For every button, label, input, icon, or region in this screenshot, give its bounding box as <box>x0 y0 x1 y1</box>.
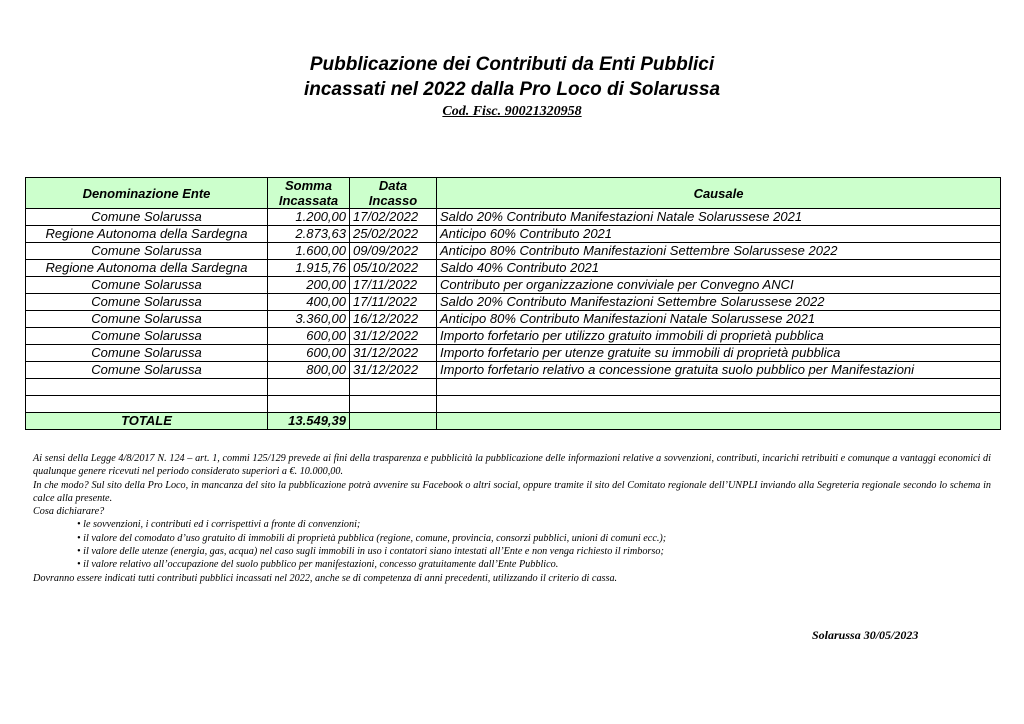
cell-data: 05/10/2022 <box>350 260 437 277</box>
empty-cell <box>350 379 437 396</box>
cell-data: 09/09/2022 <box>350 243 437 260</box>
table-row <box>26 345 1001 362</box>
header-ente: Denominazione Ente <box>26 178 268 209</box>
notes-paragraph: Ai sensi della Legge 4/8/2017 N. 124 – art. 1, commi 125/129 prevede ai fini della trasparenza e pubblicità la pubblicazione delle informazioni relative a sovvenzioni, contributi, incarichi retribuiti e comunque a vantaggi economici di qualunque genere ricevuti nel periodo considerato superiori a €. 10.000,00. <box>33 453 991 478</box>
cell-ente: Comune Solarussa <box>26 243 268 260</box>
signature-place-date: Solarussa 30/05/2023 <box>812 628 919 642</box>
empty-row <box>26 379 1001 396</box>
empty-cell <box>26 396 268 413</box>
cell-causale: Contributo per organizzazione conviviale per Convegno ANCI <box>437 277 1001 294</box>
cell-somma: 800,00 <box>268 362 350 379</box>
page-title-line2: incassati nel 2022 dalla Pro Loco di Solarussa <box>303 79 721 100</box>
notes-paragraph: Dovranno essere indicati tutti contributi pubblici incassati nel 2022, anche se di competenza di anni precedenti, utilizzando il criterio di cassa. <box>33 572 618 584</box>
cell-somma: 600,00 <box>268 345 350 362</box>
cell-ente: Comune Solarussa <box>26 328 268 345</box>
header-somma-line1: Somma <box>285 178 332 193</box>
empty-cell <box>437 396 1001 413</box>
codice-fiscale: Cod. Fisc. 90021320958 <box>442 104 582 119</box>
cell-data: 16/12/2022 <box>350 311 437 328</box>
contributi-table <box>25 177 1001 430</box>
cell-ente: Comune Solarussa <box>26 311 268 328</box>
header-data-line1: Data <box>378 178 408 193</box>
table-row <box>26 260 1001 277</box>
cell-ente: Comune Solarussa <box>26 345 268 362</box>
cell-causale: Importo forfetario per utenze gratuite su immobili di proprietà pubblica <box>437 345 1001 362</box>
notes-bullet-list <box>33 518 991 571</box>
legal-notes <box>33 452 991 585</box>
cell-ente: Regione Autonoma della Sardegna <box>26 260 268 277</box>
table-row <box>26 277 1001 294</box>
table-row <box>26 209 1001 226</box>
total-row <box>26 413 1001 430</box>
cell-somma: 1.200,00 <box>268 209 350 226</box>
table-row <box>26 328 1001 345</box>
cell-causale: Saldo 40% Contributo 2021 <box>437 260 1001 277</box>
cell-somma: 600,00 <box>268 328 350 345</box>
total-value: 13.549,39 <box>268 413 350 430</box>
cell-ente: Comune Solarussa <box>26 209 268 226</box>
header-somma <box>268 178 350 209</box>
total-empty-cell <box>437 413 1001 430</box>
cell-ente: Comune Solarussa <box>26 362 268 379</box>
cell-ente: Regione Autonoma della Sardegna <box>26 226 268 243</box>
cell-ente: Comune Solarussa <box>26 294 268 311</box>
cell-somma: 200,00 <box>268 277 350 294</box>
cell-data: 31/12/2022 <box>350 345 437 362</box>
cell-causale: Saldo 20% Contributo Manifestazioni Natale Solarussese 2021 <box>437 209 1001 226</box>
total-empty-cell <box>350 413 437 430</box>
table-row <box>26 243 1001 260</box>
cell-causale: Saldo 20% Contributo Manifestazioni Settembre Solarussese 2022 <box>437 294 1001 311</box>
header-data <box>350 178 437 209</box>
cell-causale: Anticipo 80% Contributo Manifestazioni Settembre Solarussese 2022 <box>437 243 1001 260</box>
notes-bullet: • il valore relativo all’occupazione del suolo pubblico per manifestazioni, concesso gratuitamente dall’Ente Pubblico. <box>77 558 991 571</box>
notes-paragraph: Cosa dichiarare? <box>33 506 105 518</box>
table-row <box>26 294 1001 311</box>
notes-bullet: • il valore del comodato d’uso gratuito di immobili di proprietà pubblica (regione, comune, provincia, consorzi pubblici, unioni di comuni ecc.); <box>77 532 991 545</box>
empty-cell <box>437 379 1001 396</box>
header-somma-line2: Incassata <box>278 193 339 208</box>
page-title-line1: Pubblicazione dei Contributi da Enti Pubblici <box>309 54 715 75</box>
notes-paragraph: In che modo? Sul sito della Pro Loco, in mancanza del sito la pubblicazione potrà avvenire su Facebook o altri social, oppure tramite il sito del Comitato regionale dell’UNPLI inviando alla Segreteria regionale secondo lo schema in calce alla presente. <box>33 479 991 504</box>
cell-data: 17/11/2022 <box>350 277 437 294</box>
cell-causale: Anticipo 60% Contributo 2021 <box>437 226 1001 243</box>
table-row <box>26 226 1001 243</box>
cell-somma: 1.915,76 <box>268 260 350 277</box>
empty-cell <box>26 379 268 396</box>
empty-cell <box>350 396 437 413</box>
cell-somma: 1.600,00 <box>268 243 350 260</box>
cell-somma: 3.360,00 <box>268 311 350 328</box>
cell-causale: Importo forfetario relativo a concessione gratuita suolo pubblico per Manifestazioni <box>437 362 1001 379</box>
header-data-line2: Incasso <box>368 193 418 208</box>
cell-causale: Anticipo 80% Contributo Manifestazioni Natale Solarussese 2021 <box>437 311 1001 328</box>
total-label: TOTALE <box>26 413 268 430</box>
cell-data: 17/11/2022 <box>350 294 437 311</box>
notes-bullet: • il valore delle utenze (energia, gas, acqua) nel caso sugli immobili in uso i contatori siano intestati all’Ente e non venga richiesto il rimborso; <box>77 545 991 558</box>
empty-cell <box>268 379 350 396</box>
empty-row <box>26 396 1001 413</box>
notes-bullet: • le sovvenzioni, i contributi ed i corrispettivi a fronte di convenzioni; <box>77 518 991 531</box>
cell-somma: 400,00 <box>268 294 350 311</box>
cell-causale: Importo forfetario per utilizzo gratuito immobili di proprietà pubblica <box>437 328 1001 345</box>
cell-data: 17/02/2022 <box>350 209 437 226</box>
cell-somma: 2.873,63 <box>268 226 350 243</box>
cell-data: 31/12/2022 <box>350 328 437 345</box>
table-row <box>26 362 1001 379</box>
header-causale: Causale <box>437 178 1001 209</box>
cell-ente: Comune Solarussa <box>26 277 268 294</box>
table-row <box>26 311 1001 328</box>
table-header-row <box>26 178 1001 209</box>
empty-cell <box>268 396 350 413</box>
cell-data: 31/12/2022 <box>350 362 437 379</box>
cell-data: 25/02/2022 <box>350 226 437 243</box>
